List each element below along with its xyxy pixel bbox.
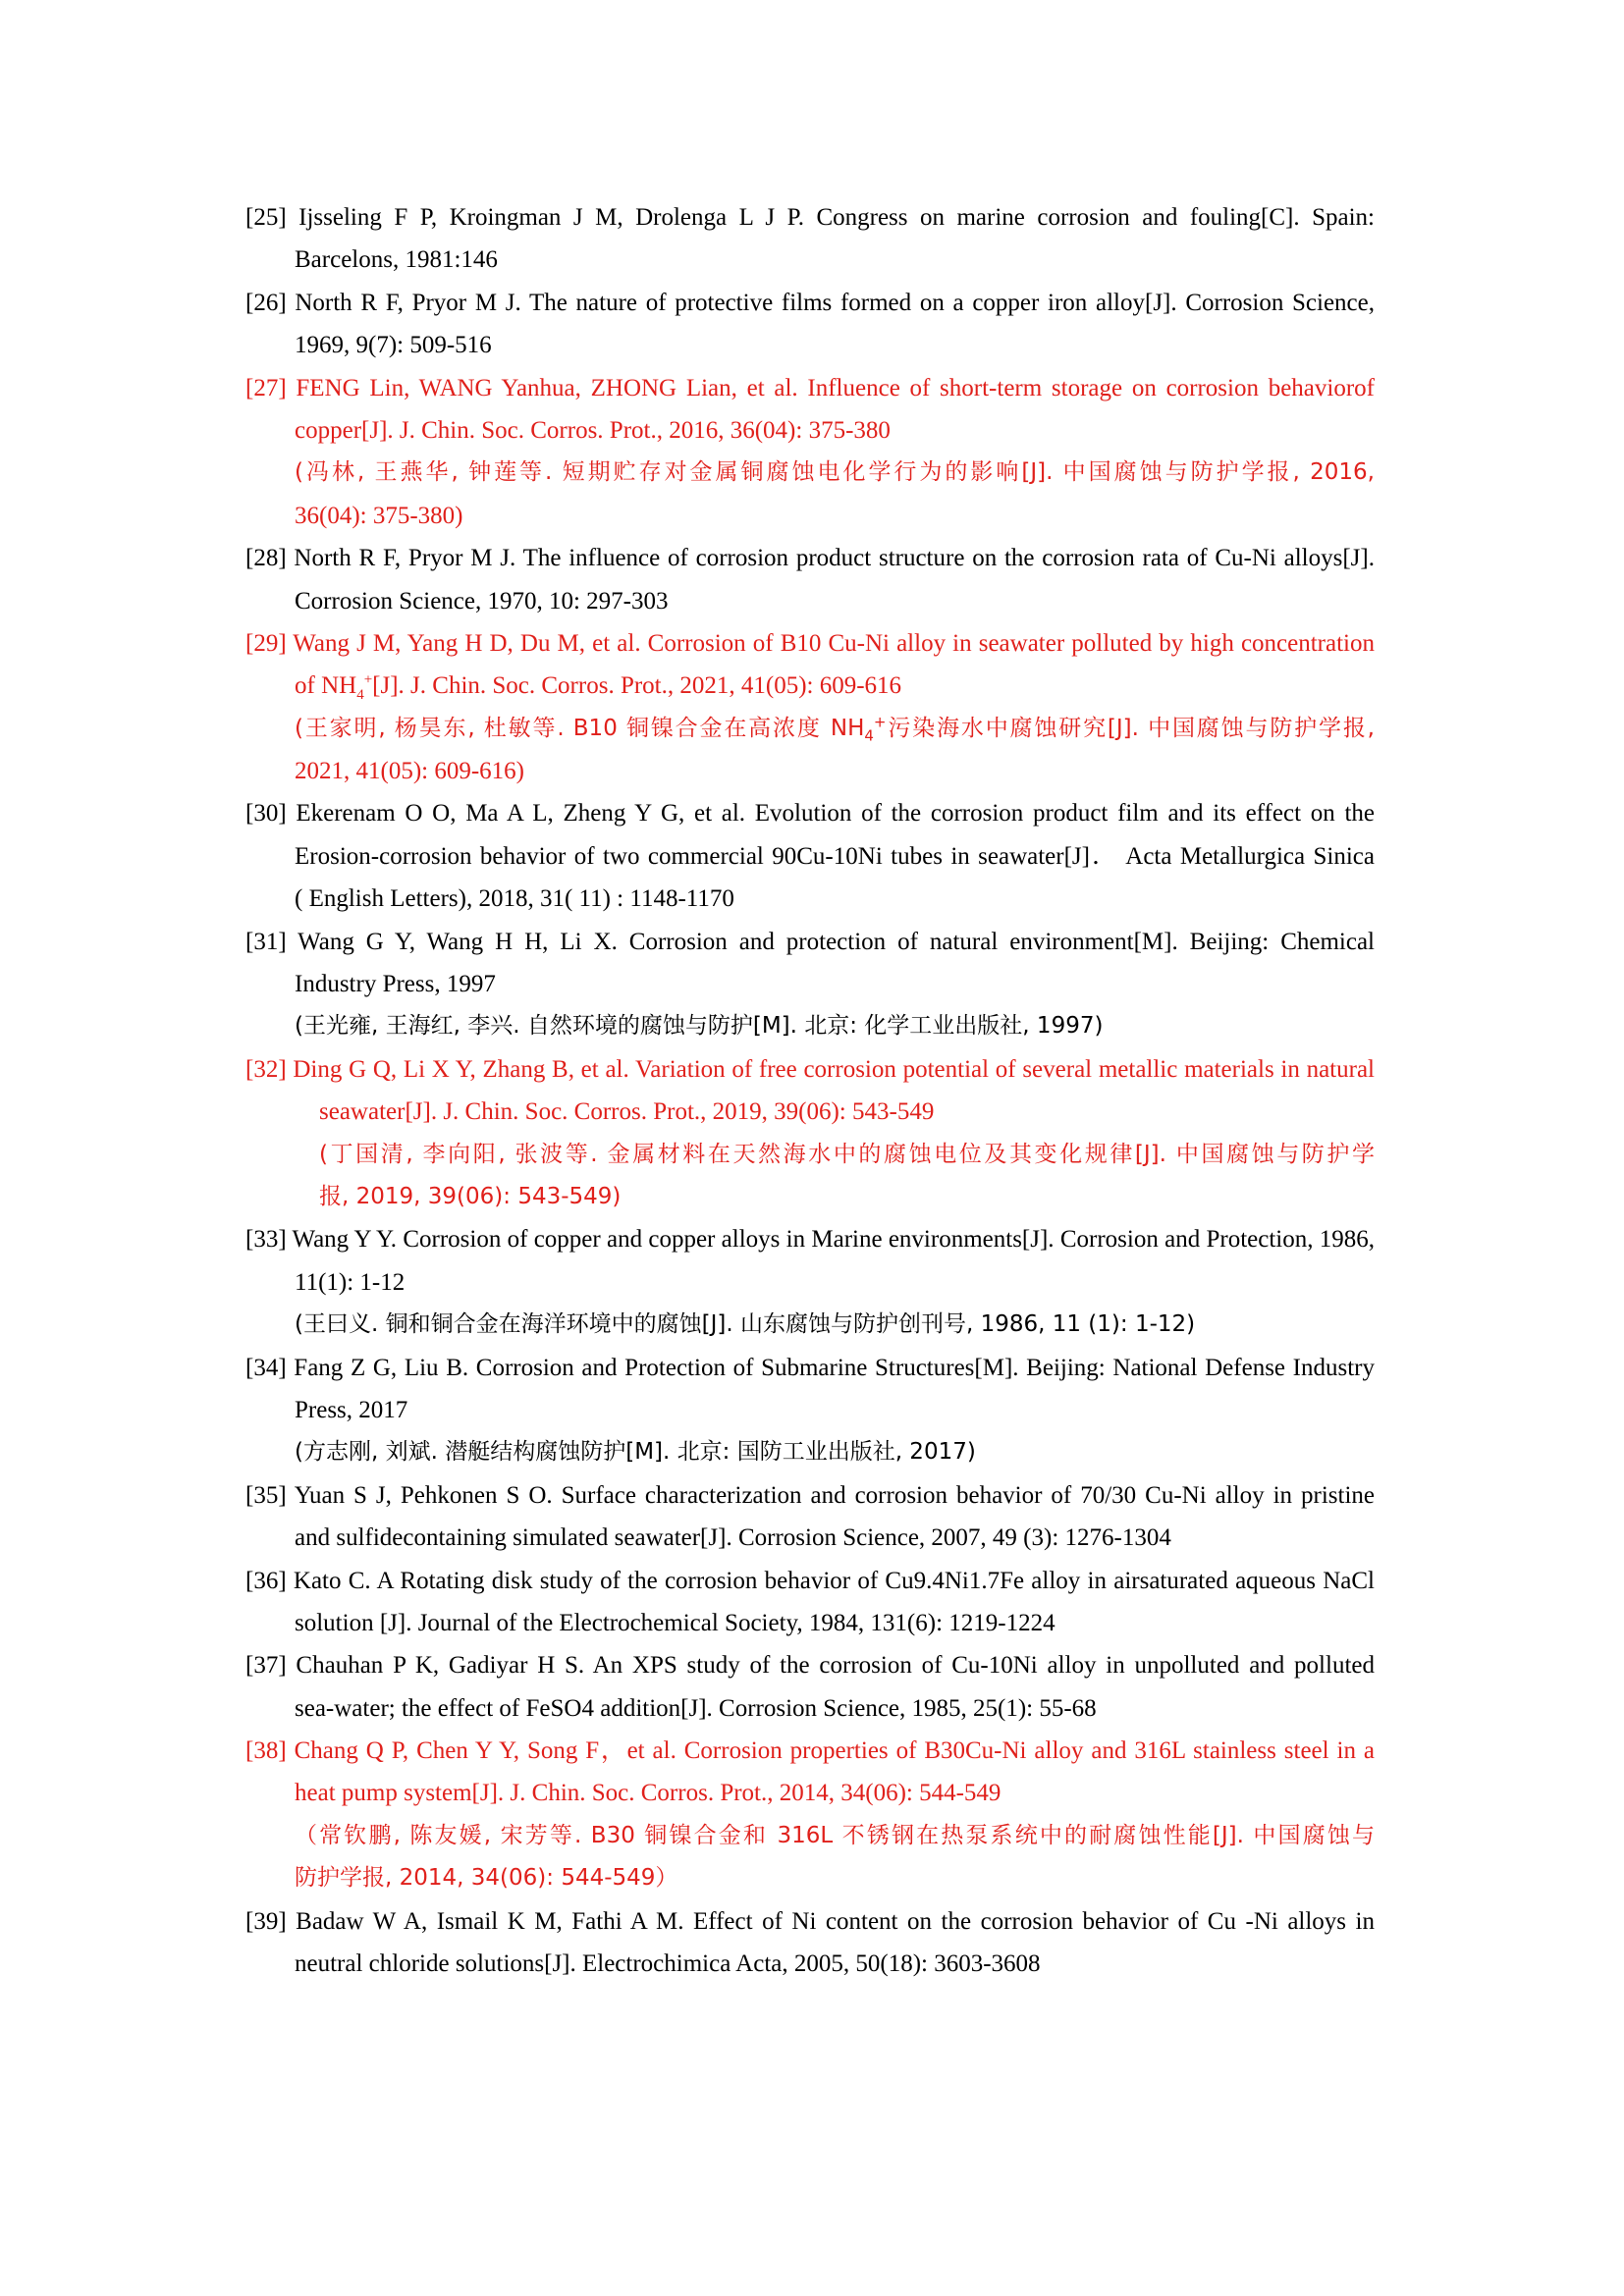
reference-line: 报, 2019, 39(06): 543-549)	[319, 1183, 622, 1209]
reference-line: copper[J]. J. Chin. Soc. Corros. Prot., 2016, 36(04): 375-380	[295, 416, 891, 444]
reference-line: [34] Fang Z G, Liu B. Corrosion and Protection of Submarine Structures[M]. Beijing: National Defense Industry	[245, 1354, 1375, 1381]
ref-33	[245, 1218, 1375, 1346]
ref-31	[245, 921, 1375, 1048]
reference-line: and sulfidecontaining simulated seawater[J]. Corrosion Science, 2007, 49 (3): 1276-1304	[295, 1524, 1171, 1552]
reference-line: [39] Badaw W A, Ismail K M, Fathi A M. Effect of Ni content on the corrosion behavior of Cu -Ni alloys in	[245, 1907, 1375, 1935]
reference-line: Erosion-corrosion behavior of two commercial 90Cu-10Ni tubes in seawater[J]． Acta Metallurgica Sinica	[295, 842, 1375, 870]
ref-38	[245, 1730, 1375, 1900]
reference-line: solution [J]. Journal of the Electrochemical Society, 1984, 131(6): 1219-1224	[295, 1609, 1056, 1636]
reference-line: [27] FENG Lin, WANG Yanhua, ZHONG Lian, et al. Influence of short-term storage on corrosion behaviorof	[245, 374, 1375, 401]
ref-35	[245, 1474, 1375, 1560]
reference-line: [31] Wang G Y, Wang H H, Li X. Corrosion and protection of natural environment[M]. Beijing: Chemical	[245, 928, 1375, 955]
reference-line: 1969, 9(7): 509-516	[295, 332, 492, 359]
reference-line: (王光雍, 王海红, 李兴. 自然环境的腐蚀与防护[M]. 北京: 化学工业出版社, 1997)	[295, 1013, 1104, 1040]
ref-27	[245, 367, 1375, 538]
reference-line: Barcelons, 1981:146	[295, 246, 498, 274]
reference-line: 2021, 41(05): 609-616)	[295, 758, 524, 785]
reference-line: (丁国清, 李向阳, 张波等. 金属材料在天然海水中的腐蚀电位及其变化规律[J]. 中国腐蚀与防护学	[319, 1141, 1375, 1167]
reference-line: sea-water; the effect of FeSO4 addition[J]. Corrosion Science, 1985, 25(1): 55-68	[295, 1694, 1097, 1722]
reference-line: heat pump system[J]. J. Chin. Soc. Corros. Prot., 2014, 34(06): 544-549	[295, 1780, 1001, 1807]
reference-line: Corrosion Science, 1970, 10: 297-303	[295, 587, 669, 614]
reference-line: (冯林, 王燕华, 钟莲等. 短期贮存对金属铜腐蚀电化学行为的影响[J]. 中国腐蚀与防护学报, 2016,	[295, 459, 1375, 486]
reference-line: 11(1): 1-12	[295, 1268, 406, 1296]
ref-34	[245, 1347, 1375, 1474]
ref-28	[245, 537, 1375, 622]
reference-line: [26] North R F, Pryor M J. The nature of protective films formed on a copper iron alloy[J]. Corrosion Science,	[245, 289, 1375, 316]
reference-line: seawater[J]. J. Chin. Soc. Corros. Prot., 2019, 39(06): 543-549	[319, 1098, 935, 1126]
reference-line: Industry Press, 1997	[295, 971, 496, 998]
reference-line: ( English Letters), 2018, 31( 11) : 1148-1170	[295, 885, 734, 913]
reference-line: [37] Chauhan P K, Gadiyar H S. An XPS study of the corrosion of Cu-10Ni alloy in unpolluted and polluted	[245, 1652, 1375, 1680]
reference-line: [28] North R F, Pryor M J. The influence of corrosion product structure on the corrosion rata of Cu-Ni alloys[J].	[245, 545, 1375, 572]
ref-39	[245, 1900, 1375, 1986]
reference-line: [29] Wang J M, Yang H D, Du M, et al. Corrosion of B10 Cu-Ni alloy in seawater polluted by high concentration	[245, 629, 1375, 657]
reference-list	[245, 196, 1375, 1985]
ref-26	[245, 282, 1375, 367]
reference-line: [30] Ekerenam O O, Ma A L, Zheng Y G, et al. Evolution of the corrosion product film and its effect on the	[245, 800, 1375, 828]
reference-line: Press, 2017	[295, 1396, 408, 1423]
ref-36	[245, 1560, 1375, 1645]
reference-line: 防护学报, 2014, 34(06): 544-549）	[295, 1865, 678, 1892]
ref-37	[245, 1644, 1375, 1730]
reference-line: of $NH_4^+[J]$. J. Chin. Soc. Corros. Prot., 2021, 41(05): 609-616	[295, 671, 902, 704]
reference-line: [36] Kato C. A Rotating disk study of the corrosion behavior of Cu9.4Ni1.7Fe alloy in airsaturated aqueous NaCl	[245, 1567, 1375, 1594]
reference-line: [35] Yuan S J, Pehkonen S O. Surface characterization and corrosion behavior of 70/30 Cu-Ni alloy in pristine	[245, 1481, 1375, 1509]
ref-30	[245, 792, 1375, 920]
reference-line: neutral chloride solutions[J]. Electrochimica Acta, 2005, 50(18): 3603-3608	[295, 1950, 1041, 1978]
reference-line: [38] Chang Q P, Chen Y Y, Song F，et al. Corrosion properties of B30Cu-Ni alloy and 316L stainless steel in a	[245, 1737, 1375, 1765]
reference-line: 36(04): 375-380)	[295, 502, 463, 529]
ref-32	[245, 1048, 1375, 1219]
reference-line: [25] Ijsseling F P, Kroingman J M, Drolenga L J P. Congress on marine corrosion and fouling[C]. Spain:	[245, 204, 1375, 231]
reference-line: （常钦鹏, 陈友媛, 宋芳等. B30 铜镍合金和 316L 不锈钢在热泵系统中的耐腐蚀性能[J]. 中国腐蚀与	[295, 1822, 1375, 1848]
reference-line: [33] Wang Y Y. Corrosion of copper and copper alloys in Marine environments[J]. Corrosion and Protection, 1986,	[245, 1226, 1375, 1254]
reference-line: [32] Ding G Q, Li X Y, Zhang B, et al. Variation of free corrosion potential of several metallic materials in natural	[245, 1055, 1375, 1083]
ref-29	[245, 622, 1375, 793]
reference-line: (方志刚, 刘斌. 潜艇结构腐蚀防护[M]. 北京: 国防工业出版社, 2017)	[295, 1439, 976, 1466]
reference-line: (王家明, 杨昊东, 杜敏等. B10 铜镍合金在高浓度 $NH_4^+$污染海水中腐蚀研究[J]. 中国腐蚀与防护学报,	[295, 713, 1375, 745]
ref-25	[245, 196, 1375, 282]
reference-line: (王曰义. 铜和铜合金在海洋环境中的腐蚀[J]. 山东腐蚀与防护创刊号, 1986, 11 (1): 1-12)	[295, 1311, 1196, 1338]
